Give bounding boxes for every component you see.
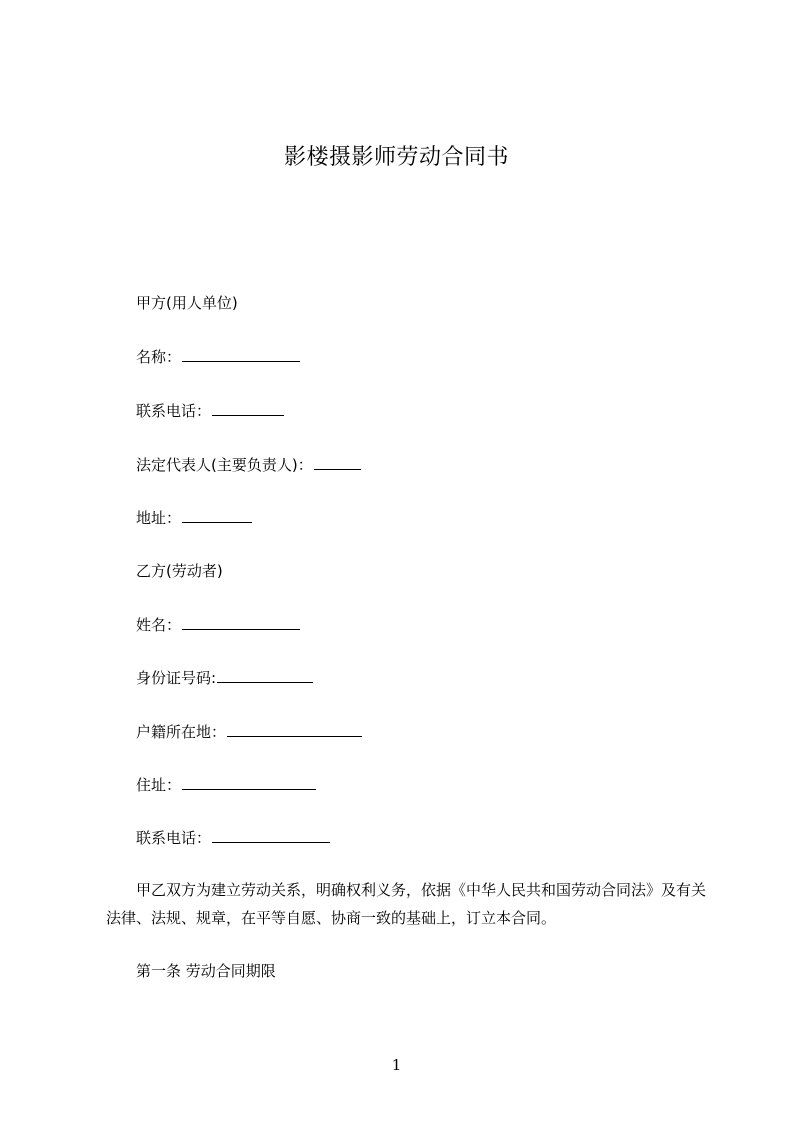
party-b-residence-row — [136, 774, 316, 795]
party-b-household-label: 户籍所在地： — [136, 723, 227, 741]
party-a-legal-rep-blank[interactable] — [314, 455, 361, 470]
party-b-heading: 乙方(劳动者) — [136, 562, 223, 580]
party-b-name-label: 姓名： — [136, 616, 182, 634]
party-a-legal-rep-row — [136, 454, 361, 475]
document-title: 影楼摄影师劳动合同书 — [283, 145, 509, 170]
party-b-residence-blank[interactable] — [182, 775, 316, 790]
party-a-address-label: 地址： — [136, 509, 182, 527]
party-a-phone-row — [136, 400, 284, 421]
party-a-legal-rep-label: 法定代表人(主要负责人)： — [136, 456, 313, 474]
party-b-phone-blank[interactable] — [212, 828, 330, 843]
party-b-name-row — [136, 614, 300, 635]
article-1-heading: 第一条 劳动合同期限 — [136, 962, 276, 980]
intro-paragraph — [106, 876, 706, 932]
party-b-id-label: 身份证号码: — [136, 669, 217, 687]
party-a-heading: 甲方(用人单位) — [136, 294, 238, 312]
party-b-id-row — [136, 667, 313, 688]
party-b-residence-label: 住址： — [136, 776, 182, 794]
party-a-phone-label: 联系电话： — [136, 402, 212, 420]
party-a-name-row — [136, 346, 300, 367]
page-number: 1 — [391, 1056, 402, 1074]
intro-paragraph-text: 甲乙双方为建立劳动关系，明确权利义务，依据《中华人民共和国劳动合同法》及有关法律、法规、规章，在平等自愿、协商一致的基础上，订立本合同。 — [106, 881, 707, 927]
party-a-phone-blank[interactable] — [212, 401, 284, 416]
party-a-address-blank[interactable] — [182, 508, 252, 523]
party-b-household-blank[interactable] — [227, 722, 362, 737]
party-a-name-label: 名称： — [136, 348, 182, 366]
party-b-name-blank[interactable] — [182, 615, 300, 630]
party-a-name-blank[interactable] — [182, 347, 300, 362]
party-a-address-row — [136, 507, 252, 528]
party-b-household-row — [136, 721, 362, 742]
party-b-phone-row — [136, 827, 330, 848]
party-b-id-blank[interactable] — [217, 668, 313, 683]
party-b-phone-label: 联系电话： — [136, 829, 212, 847]
